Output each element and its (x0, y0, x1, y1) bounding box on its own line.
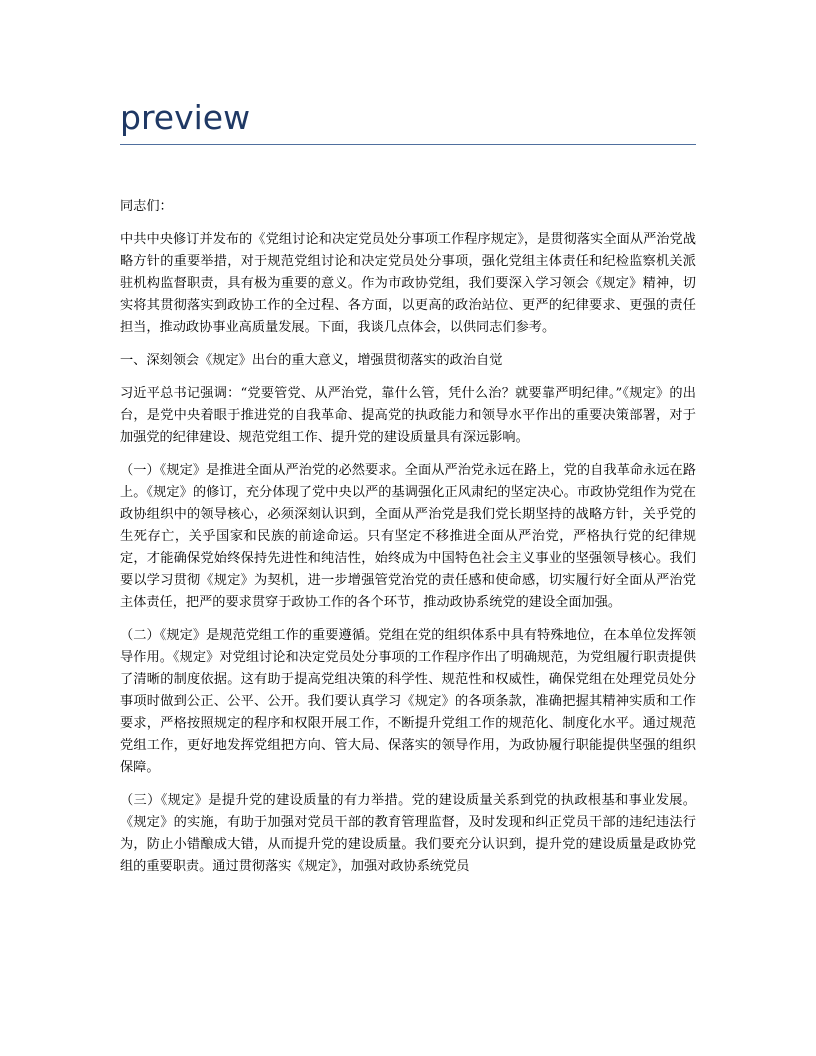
paragraph-point-3: （三）《规定》是提升党的建设质量的有力举措。党的建设质量关系到党的执政根基和事业发展。《规定》的实施，有助于加强对党员干部的教育管理监督，及时发现和纠正党员干部的违纪违法行为，防止小错酿成大错，从而提升党的建设质量。我们要充分认识到，提升党的建设质量是政协党组的重要职责。通过贯彻落实《规定》，加强对政协系统党员 (120, 793, 696, 874)
salutation: 同志们： (120, 199, 173, 214)
document-title: preview (120, 98, 251, 137)
document-body (120, 196, 696, 889)
paragraph-point-2: （二）《规定》是规范党组工作的重要遵循。党组在党的组织体系中具有特殊地位，在本单位发挥领导作用。《规定》对党组讨论和决定党员处分事项的工作程序作出了明确规范，为党组履行职责提供了清晰的制度依据。这有助于提高党组决策的科学性、规范性和权威性，确保党组在处理党员处分事项时做到公正、公平、公开。我们要认真学习《规定》的各项条款，准确把握其精神实质和工作要求，严格按照规定的程序和权限开展工作，不断提升党组工作的规范化、制度化水平。通过规范党组工作，更好地发挥党组把方向、管大局、保落实的领导作用，为政协履行职能提供坚强的组织保障。 (120, 628, 696, 775)
paragraph-quote: 习近平总书记强调：“党要管党、从严治党，靠什么管，凭什么治？就要靠严明纪律。”《规定》的出台，是党中央着眼于推进党的自我革命、提高党的执政能力和领导水平作出的重要决策部署，对于加强党的纪律建设、规范党组工作、提升党的建设质量具有深远影响。 (120, 386, 696, 445)
paragraph-intro: 中共中央修订并发布的《党组讨论和决定党员处分事项工作程序规定》，是贯彻落实全面从严治党战略方针的重要举措，对于规范党组讨论和决定党员处分事项，强化党组主体责任和纪检监察机关派驻机构监督职责，具有极为重要的意义。作为市政协党组，我们要深入学习领会《规定》精神，切实将其贯彻落实到政协工作的全过程、各方面，以更高的政治站位、更严的纪律要求、更强的责任担当，推动政协事业高质量发展。下面，我谈几点体会，以供同志们参考。 (120, 232, 696, 335)
section-heading-1: 一、深刻领会《规定》出台的重大意义，增强贯彻落实的政治自觉 (120, 353, 503, 368)
paragraph-point-1: （一）《规定》是推进全面从严治党的必然要求。全面从严治党永远在路上，党的自我革命永远在路上。《规定》的修订，充分体现了党中央以严的基调强化正风肃纪的坚定决心。市政协党组作为党在政协组织中的领导核心，必须深刻认识到，全面从严治党是我们党长期坚持的战略方针，关乎党的生死存亡，关乎国家和民族的前途命运。只有坚定不移推进全面从严治党，严格执行党的纪律规定，才能确保党始终保持先进性和纯洁性，始终成为中国特色社会主义事业的坚强领导核心。我们要以学习贯彻《规定》为契机，进一步增强管党治党的责任感和使命感，切实履行好全面从严治党主体责任，把严的要求贯穿于政协工作的各个环节，推动政协系统党的建设全面加强。 (120, 463, 696, 610)
title-divider (120, 144, 696, 145)
